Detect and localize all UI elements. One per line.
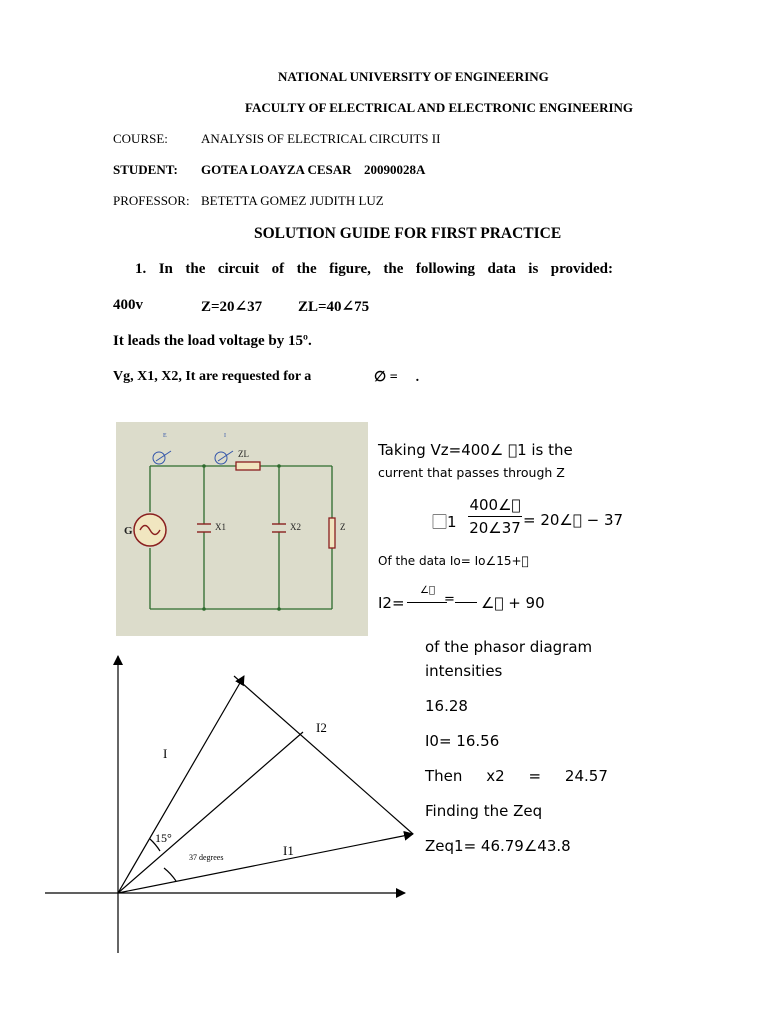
page-title: SOLUTION GUIDE FOR FIRST PRACTICE [254,225,562,242]
value-1: 16.28 [425,697,468,715]
label-z: Z [340,522,346,532]
i2-numerator: ∠⃞ [420,585,435,596]
phasor-line-2: intensities [425,662,503,680]
eq1-rhs: = 20∠⃞ − 37 [523,511,624,529]
i2-lhs: I2= [378,594,405,612]
faculty-name: FACULTY OF ELECTRICAL AND ELECTRONIC ENGINEERING [245,100,634,115]
taking-line-1: Taking Vz=400∠ ⃞1 is the [378,441,573,459]
university-name: NATIONAL UNIVERSITY OF ENGINEERING [278,69,549,84]
circuit-figure [116,422,368,636]
student-code: 20090028A [364,162,426,177]
problem-statement: 1. In the circuit of the figure, the following data is provided: [135,261,613,277]
course-value: ANALYSIS OF ELECTRICAL CIRCUITS II [201,131,441,146]
i2-rhs: ∠⃞ + 90 [481,594,545,612]
label-x2: X2 [290,522,301,532]
data-io-line: Of the data Io= Io∠15+⃞ [378,554,529,568]
resistor-z [329,518,335,548]
label-37-degrees: 37 degrees [189,853,224,862]
label-g: G [124,525,133,537]
ammeter-icon-2 [215,433,233,464]
taking-line-2: current that passes through Z [378,465,565,480]
i2-fraction-bar [407,602,447,603]
label-i2: I2 [316,720,327,735]
phasor-ref [118,732,303,893]
request-statement: Vg, X1, X2, It are requested for a [113,369,312,384]
phasor-diagram [0,640,420,970]
i2-fraction-bar-2 [455,602,477,603]
label-15-degrees: 15° [155,831,172,845]
eq1-numerator: 400∠⃞ [469,496,521,514]
io-value: I0= 16.56 [425,732,500,750]
course-label: COURSE: [113,131,168,146]
phasor-line-1: of the phasor diagram [425,638,593,656]
eq1-lhs: ⃞1 [432,513,457,531]
angle-arc-37 [164,868,176,881]
eq1-denominator: 20∠37 [469,519,521,537]
resistor-zl [236,462,260,470]
phasor-i [118,676,244,893]
label-i1: I1 [283,843,294,858]
meter-label-i: I [224,433,226,439]
label-zl: ZL [238,449,249,459]
professor-value: BETETTA GOMEZ JUDITH LUZ [201,193,384,208]
data-voltage: 400v [113,297,143,313]
label-i: I [163,746,168,761]
professor-label: PROFESSOR: [113,193,190,208]
phasor-i2 [234,676,413,834]
circuit-diagram [116,422,368,636]
meter-label-e: E [163,433,167,439]
ammeter-icon [153,433,171,464]
zeq-value: Zeq1= 46.79∠43.8 [425,837,571,855]
lead-statement: It leads the load voltage by 15º. [113,333,312,349]
data-impedance-zl: ZL=40∠75 [298,299,370,315]
then-x2: Then x2 = 24.57 [425,767,608,785]
request-symbol: ∅ = ⃞ . [374,370,420,385]
label-x1: X1 [215,522,226,532]
student-label: STUDENT: [113,162,178,177]
finding-zeq: Finding the Zeq [425,802,543,820]
data-impedance-z: Z=20∠37 [201,299,263,315]
eq1-fraction [468,496,522,537]
student-value: GOTEA LOAYZA CESAR [201,162,352,177]
